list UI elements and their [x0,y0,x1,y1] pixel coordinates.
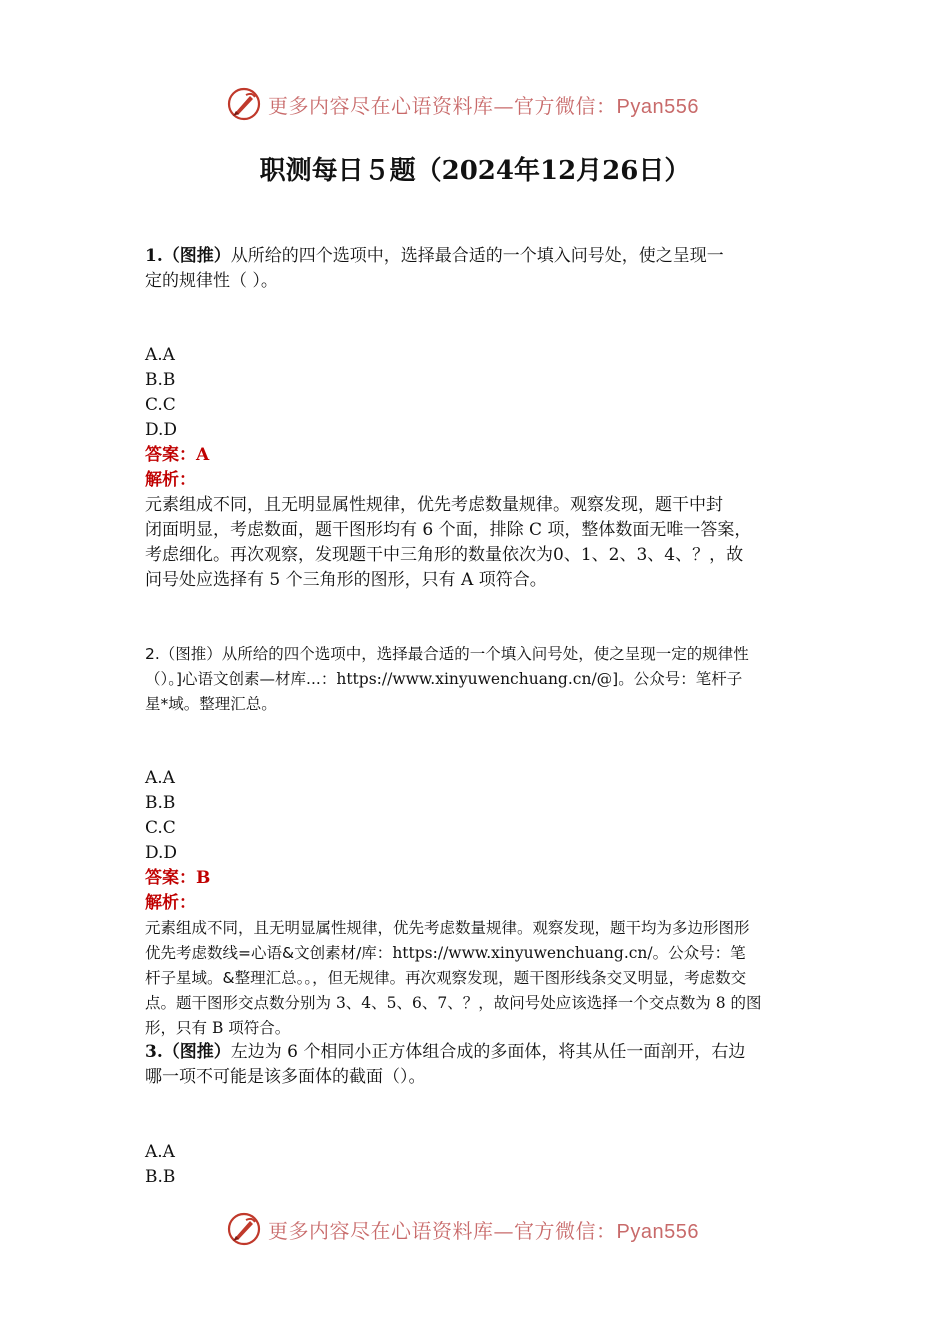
answer-value: A [196,445,210,465]
analysis-line: 考虑细化。再次观察，发现题干中三角形的数量依次为0、1、2、3、4、？，故 [145,545,744,565]
analysis-line: 元素组成不同，且无明显属性规律，优先考虑数量规律。观察发现，题干均为多边形图形 [145,919,750,937]
option-c: C.C [145,395,176,415]
answer-line: 答案：A [145,445,210,465]
question-number: 3. [145,1042,163,1062]
question-text: 左边为 6 个相同小正方体组合成的多面体，将其从任一面剖开，右边 [230,1042,746,1062]
footer-banner [0,1207,950,1251]
analysis-line: 元素组成不同，且无明显属性规律，优先考虑数量规律。观察发现，题干中封 [145,495,723,515]
answer-line: 答案：B [145,868,211,888]
question-text: 星*域。整理汇总。 [145,695,277,713]
pen-logo-icon [226,86,262,122]
question-2-options [145,766,810,1041]
option-b: B.B [145,1167,176,1187]
header-text: 更多内容尽在心语资料库—官方微信：Pyan556 [268,93,699,118]
pen-logo-icon [226,1211,262,1247]
option-b: B.B [145,370,176,390]
question-1-options [145,343,810,593]
analysis-line: 点。题干图形交点数分别为 3、4、5、6、7、？，故问号处应该选择一个交点数为 8 的图 [145,994,762,1012]
header-banner [0,82,950,126]
question-3 [145,1040,810,1090]
question-text: （）。]心语文创素—材库...：https://www.xinyuwenchuang.cn/@]。公众号：笔杆子 [145,670,743,688]
analysis-line: 优先考虑数线=心语&文创素材/库：https://www.xinyuwenchuang.cn/。公众号：笔 [145,944,746,962]
answer-value: B [196,868,211,888]
option-b: B.B [145,793,176,813]
question-text: 定的规律性（ ）。 [145,271,278,291]
analysis-line: 形，只有 B 项符合。 [145,1019,291,1037]
question-tag: （图推） [162,1042,231,1062]
option-d: D.D [145,843,178,863]
option-d: D.D [145,420,178,440]
option-a: A.A [145,768,175,788]
analysis-label: 解析： [145,893,196,913]
question-2 [145,642,810,717]
analysis-label: 解析： [145,470,196,490]
option-c: C.C [145,818,176,838]
question-number: 1. [145,246,163,266]
question-3-options [145,1140,810,1190]
option-a: A.A [145,1142,175,1162]
page-title: 职测每日５题（2024年12月26日） [259,156,691,186]
analysis-line: 闭面明显，考虑数面，题干图形均有 6 个面，排除 C 项，整体数面无唯一答案， [145,520,752,540]
question-1 [145,244,810,294]
question-tag: （图推） [162,246,231,266]
question-text: 2.（图推）从所给的四个选项中，选择最合适的一个填入问号处，使之呈现一定的规律性 [145,645,749,663]
analysis-line: 杆子星域。&整理汇总。。，但无规律。再次观察发现，题干图形线条交叉明显，考虑数交 [145,969,747,987]
option-a: A.A [145,345,175,365]
question-text: 哪一项不可能是该多面体的截面（）。 [145,1067,426,1087]
footer-text: 更多内容尽在心语资料库—官方微信：Pyan556 [268,1218,699,1243]
analysis-line: 问号处应选择有 5 个三角形的图形，只有 A 项符合。 [145,570,547,590]
question-text: 从所给的四个选项中，选择最合适的一个填入问号处，使之呈现一 [230,246,724,266]
